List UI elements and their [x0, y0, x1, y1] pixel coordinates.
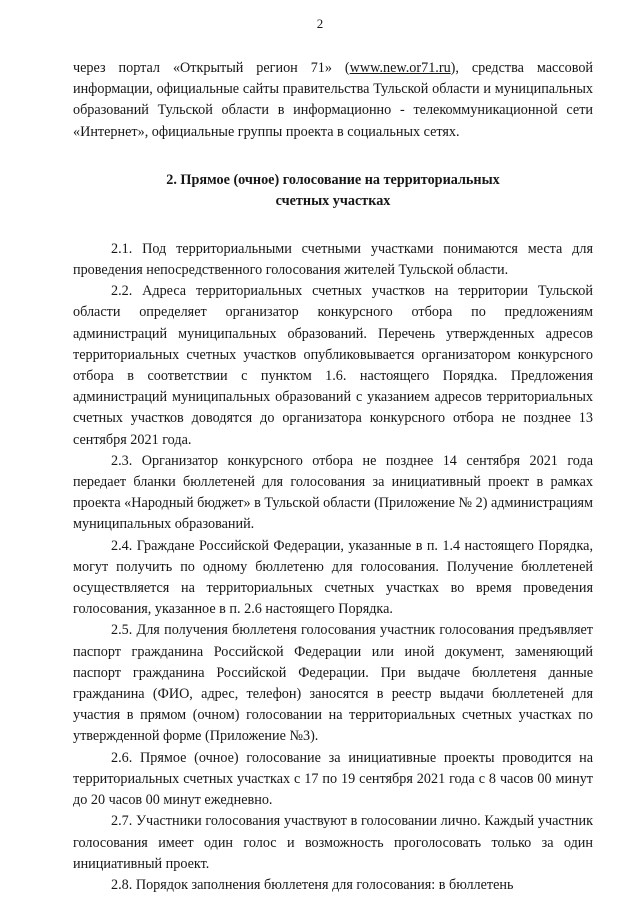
paragraph-2-8: 2.8. Порядок заполнения бюллетеня для голосования: в бюллетень: [111, 876, 514, 893]
paragraph-2-1: 2.1. Под территориальными счетными участками понимаются места для проведения непосредственного голосования жителей Тульской области.: [73, 240, 593, 279]
paragraph-2-5: 2.5. Для получения бюллетеня голосования участник голосования предъявляет паспорт гражданина Российской Федерации или иной документ, заменяющий паспорт гражданина Российской Федерации. При выдаче бюллетеня данные гражданина (ФИО, адрес, телефон) заносятся в реестр выдачи бюллетеней для участия в прямом (очном) голосовании на территориальных счетных участках по утвержденной форме (Приложение №3).: [73, 622, 593, 745]
intro-text-start: через портал «Открытый регион 71» (: [73, 60, 350, 76]
section-heading: [73, 170, 593, 212]
portal-link[interactable]: www.new.or71.ru: [349, 60, 451, 76]
paragraph-2-4: 2.4. Граждане Российской Федерации, указанные в п. 1.4 настоящего Порядка, могут получить по одному бюллетеню для голосования. Получение бюллетеней осуществляется на территориальных счетных участках во время проведения голосования, указанное в п. 2.6 настоящего Порядка.: [73, 537, 593, 618]
intro-text-end: ), средства массовой информации, официальные сайты правительства Тульской области и муниципальных образований Тульской области в информационно - телекоммуникационной сети «Интернет», официальные группы проекта в социальных сетях.: [73, 60, 594, 140]
paragraph-2-6: 2.6. Прямое (очное) голосование за инициативные проекты проводится на территориальных счетных участках с 17 по 19 сентября 2021 года с 8 часов 00 минут до 20 часов 00 минут ежедневно.: [73, 749, 593, 809]
paragraph-2-3: 2.3. Организатор конкурсного отбора не позднее 14 сентября 2021 года передает бланки бюллетеней для голосования за инициативный проект в рамках проекта «Народный бюджет» в Тульской области (Приложение № 2) администрациям муниципальных образований.: [73, 452, 593, 533]
paragraph-2-2: 2.2. Адреса территориальных счетных участков на территории Тульской области определяет организатор конкурсного отбора по предложениям администраций муниципальных образований. Перечень утвержденных адресов территориальных счетных участков опубликовывается организатором конкурсного отбора в соответствии с пунктом 1.6. настоящего Порядка. Предложения администраций муниципальных образований с указанием адресов территориальных счетных участков доводятся до организатора конкурсного отбора не позднее 13 сентября 2021 года.: [73, 283, 593, 448]
paragraph-2-7: 2.7. Участники голосования участвуют в голосовании лично. Каждый участник голосования имеет один голос и возможность проголосовать только за один инициативный проект.: [73, 813, 593, 872]
section-heading-line-2: счетных участках: [275, 192, 391, 209]
page-number: 2: [316, 16, 324, 31]
intro-paragraph: [73, 58, 593, 143]
document-body: [73, 58, 593, 896]
section-heading-line-1: 2. Прямое (очное) голосование на территориальных: [166, 171, 500, 188]
